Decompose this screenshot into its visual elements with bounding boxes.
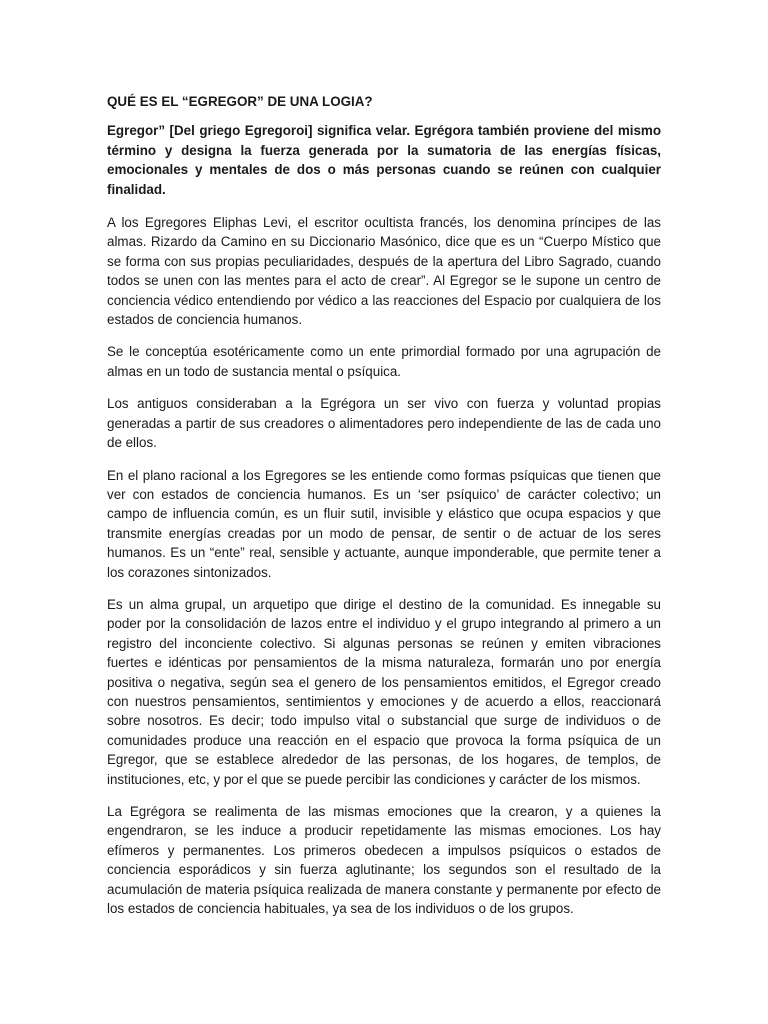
paragraph-antiguos: Los antiguos consideraban a la Egrégora un ser vivo con fuerza y voluntad propias generadas a partir de sus creadores o alimentadores pero independiente de las de cada uno de ellos. xyxy=(107,396,661,451)
document-title: QUÉ ES EL “EGREGOR” DE UNA LOGIA? xyxy=(107,94,373,109)
paragraph-ente-primordial: Se le conceptúa esotéricamente como un ente primordial formado por una agrupación de almas en un todo de sustancia mental o psíquica. xyxy=(107,344,661,379)
paragraph-eliphas-levi: A los Egregores Eliphas Levi, el escritor ocultista francés, los denomina príncipes de las almas. Rizardo da Camino en su Diccionario Masónico, dice que es un “Cuerpo Místico que se forma con sus propias peculiaridades, después de la apertura del Libro Sagrado, cuando todos se unen con las mentes para el acto de crear”. Al Egregor se le supone un centro de conciencia védico entendiendo por védico a las reacciones del Espacio por cualquiera de los estados de conciencia humanos. xyxy=(107,215,661,328)
paragraph-realimenta: La Egrégora se realimenta de las mismas emociones que la crearon, y a quienes la engendraron, se les induce a producir repetidamente las mismas emociones. Los hay efímeros y permanentes. Los primeros obedecen a impulsos psíquicos o estados de conciencia esporádicos y sin fuerza aglutinante; los segundos son el resultado de la acumulación de materia psíquica realizada de manera constante y permanente por efecto de los estados de conciencia habituales, ya sea de los individuos o de los grupos. xyxy=(107,804,661,917)
paragraph-intro: Egregor” [Del griego Egregoroi] significa velar. Egrégora también proviene del mismo término y designa la fuerza generada por la sumatoria de las energías físicas, emocionales y mentales de dos o más personas cuando se reúnen con cualquier finalidad. xyxy=(107,123,661,197)
paragraph-alma-grupal: Es un alma grupal, un arquetipo que dirige el destino de la comunidad. Es innegable su poder por la consolidación de lazos entre el individuo y el grupo integrando al primero a un registro del inconciente colectivo. Si algunas personas se reúnen y emiten vibraciones fuertes e idénticas por pensamientos de la misma naturaleza, formarán uno por energía positiva o negativa, según sea el genero de los pensamientos emitidos, el Egregor creado con nuestros pensamientos, sentimientos y emociones y de acuerdo a ellos, reaccionará sobre nosotros. Es decir; todo impulso vital o substancial que surge de individuos o de comunidades produce una reacción en el espacio que provoca la forma psíquica de un Egregor, que se establece alrededor de las personas, de los hogares, de templos, de instituciones, etc, y por el que se puede percibir las condiciones y carácter de los mismos. xyxy=(107,596,661,787)
document-page xyxy=(107,92,661,931)
paragraph-plano-racional: En el plano racional a los Egregores se les entiende como formas psíquicas que tienen que ver con estados de conciencia humanos. Es un ‘ser psíquico’ de carácter colectivo; un campo de influencia común, es un fluir sutil, invisible y elástico que ocupa espacios y que transmite energías creadas por un modo de pensar, de sentir o de actuar de los seres humanos. Es un “ente” real, sensible y actuante, aunque imponderable, que permite tener a los corazones sintonizados. xyxy=(107,467,661,580)
